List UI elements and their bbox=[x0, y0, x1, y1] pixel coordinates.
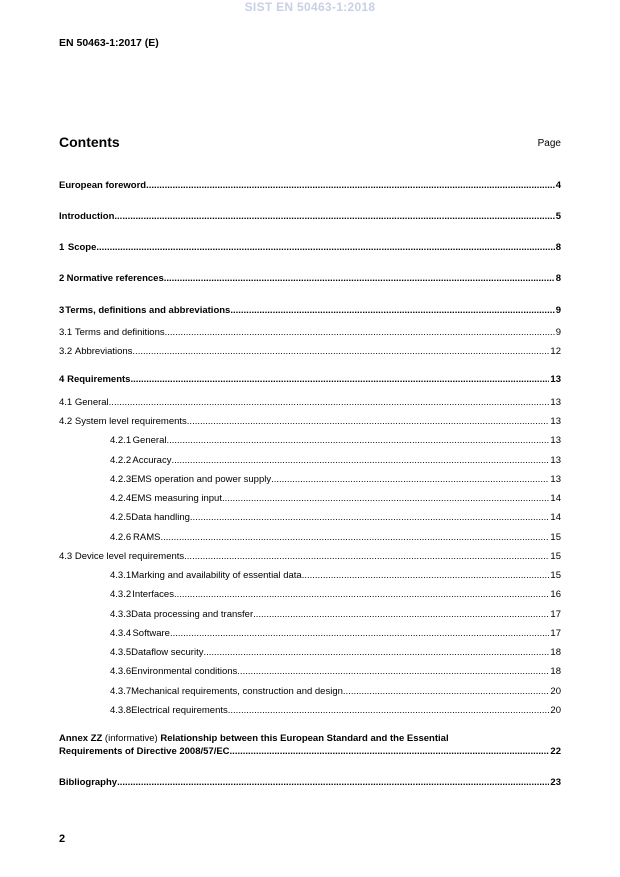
toc-title: EMS measuring input bbox=[131, 493, 222, 504]
toc-page: 13 bbox=[550, 374, 561, 385]
toc-entry-4-3-3[interactable] bbox=[110, 609, 561, 621]
toc-number: 4.3.4 bbox=[110, 628, 132, 639]
leader-dots bbox=[171, 455, 549, 467]
contents-heading: Contents bbox=[59, 134, 120, 150]
toc-title: Device level requirements bbox=[74, 551, 185, 562]
toc-entry-3-2[interactable] bbox=[59, 346, 561, 358]
leader-dots bbox=[109, 397, 550, 409]
toc-entry-4-3-7[interactable] bbox=[110, 686, 561, 698]
toc-entry-annex-zz[interactable] bbox=[59, 733, 561, 758]
toc-entry-introduction[interactable] bbox=[59, 211, 561, 223]
leader-dots bbox=[170, 628, 549, 640]
toc-number: 4.3 bbox=[59, 551, 73, 562]
toc-page: 18 bbox=[550, 647, 561, 658]
page-column-label: Page bbox=[537, 138, 561, 149]
toc-entry-terms-definitions[interactable] bbox=[59, 305, 561, 317]
toc-title: European foreword bbox=[59, 180, 147, 191]
toc-entry-4-2-6[interactable] bbox=[110, 532, 561, 544]
toc-title: Introduction bbox=[59, 211, 115, 222]
leader-dots bbox=[230, 746, 550, 759]
toc-entry-4-2-5[interactable] bbox=[110, 512, 561, 524]
toc-number: 4.1 bbox=[59, 397, 73, 408]
toc-page: 20 bbox=[550, 686, 561, 697]
leader-dots bbox=[96, 242, 554, 254]
toc-entry-4-3-1[interactable] bbox=[110, 570, 561, 582]
toc-page: 5 bbox=[555, 211, 561, 222]
toc-title: Electrical requirements bbox=[131, 705, 228, 716]
leader-dots bbox=[203, 647, 549, 659]
leader-dots bbox=[190, 512, 550, 524]
toc-number: 4.2.6 bbox=[110, 532, 132, 543]
toc-entry-bibliography[interactable] bbox=[59, 777, 561, 789]
toc-number: 4.2.1 bbox=[110, 435, 132, 446]
toc-entry-4-3-2[interactable] bbox=[110, 589, 561, 601]
annex-title-line-1: Relationship between this European Standard and the Essential bbox=[160, 733, 449, 744]
toc-page: 13 bbox=[550, 455, 561, 466]
toc-number: 2 bbox=[59, 273, 65, 284]
leader-dots bbox=[146, 180, 555, 192]
toc-page: 17 bbox=[550, 609, 561, 620]
toc-number: 3.2 bbox=[59, 346, 73, 357]
leader-dots bbox=[228, 705, 550, 717]
leader-dots bbox=[132, 346, 549, 358]
toc-number: 4.2.4 bbox=[110, 493, 132, 504]
toc-title: Data handling bbox=[131, 512, 190, 523]
toc-title: Environmental conditions bbox=[131, 666, 238, 677]
toc-number: 1 bbox=[59, 242, 65, 253]
toc-page: 17 bbox=[550, 628, 561, 639]
toc-number: 4.2.5 bbox=[110, 512, 132, 523]
toc-title: Terms, definitions and abbreviations bbox=[65, 305, 231, 316]
toc-number: 4.3.2 bbox=[110, 589, 132, 600]
toc-number: 4.2 bbox=[59, 416, 73, 427]
toc-page: 12 bbox=[550, 346, 561, 357]
toc-title: Terms and definitions bbox=[74, 327, 165, 338]
toc-page: 16 bbox=[550, 589, 561, 600]
toc-title: Normative references bbox=[66, 273, 164, 284]
toc-number: 3 bbox=[59, 305, 65, 316]
toc-title: Dataflow security bbox=[131, 647, 204, 658]
toc-entry-4-3-4[interactable] bbox=[110, 628, 561, 640]
toc-entry-4-2-2[interactable] bbox=[110, 455, 561, 467]
annex-qualifier: (informative) bbox=[104, 733, 158, 744]
leader-dots bbox=[164, 273, 555, 285]
toc-title: General bbox=[74, 397, 109, 408]
toc-title: EMS operation and power supply bbox=[131, 474, 272, 485]
toc-entry-4-2-4[interactable] bbox=[110, 493, 561, 505]
toc-title: Requirements bbox=[67, 374, 131, 385]
toc-number: 4.2.2 bbox=[110, 455, 132, 466]
toc-entry-4-3-8[interactable] bbox=[110, 705, 561, 717]
annex-title-line-2: Requirements of Directive 2008/57/EC bbox=[59, 745, 230, 757]
toc-title: Interfaces bbox=[132, 589, 174, 600]
toc-title: Software bbox=[132, 628, 170, 639]
toc-number: 4.3.3 bbox=[110, 609, 132, 620]
toc-page: 13 bbox=[550, 474, 561, 485]
toc-entry-4-3-6[interactable] bbox=[110, 666, 561, 678]
leader-dots bbox=[187, 416, 550, 428]
leader-dots bbox=[343, 686, 550, 698]
toc-page: 23 bbox=[550, 777, 561, 788]
toc-number: 4.3.5 bbox=[110, 647, 132, 658]
toc-page: 4 bbox=[555, 180, 561, 191]
toc-title: Bibliography bbox=[59, 777, 118, 788]
toc-entry-3-1[interactable] bbox=[59, 327, 561, 339]
toc-entry-european-foreword[interactable] bbox=[59, 180, 561, 192]
toc-page: 13 bbox=[550, 397, 561, 408]
leader-dots bbox=[271, 474, 549, 486]
leader-dots bbox=[302, 570, 550, 582]
toc-entry-scope[interactable] bbox=[59, 242, 561, 254]
toc-entry-requirements[interactable] bbox=[59, 374, 561, 386]
toc-page: 9 bbox=[555, 327, 561, 338]
toc-title: Scope bbox=[67, 242, 97, 253]
leader-dots bbox=[230, 305, 554, 317]
toc-number: 4.3.6 bbox=[110, 666, 132, 677]
leader-dots bbox=[117, 777, 549, 789]
watermark: SIST EN 50463-1:2018 bbox=[244, 0, 376, 14]
toc-page: 15 bbox=[550, 570, 561, 581]
toc-title: Marking and availability of essential data bbox=[131, 570, 302, 581]
toc-page: 20 bbox=[550, 705, 561, 716]
toc-entry-4-2[interactable] bbox=[59, 416, 561, 428]
leader-dots bbox=[174, 589, 549, 601]
toc-entry-4-3-5[interactable] bbox=[110, 647, 561, 659]
leader-dots bbox=[160, 532, 549, 544]
leader-dots bbox=[114, 211, 554, 223]
toc-entry-4-1[interactable] bbox=[59, 397, 561, 409]
annex-label: Annex ZZ bbox=[59, 733, 103, 744]
toc-title: Accuracy bbox=[132, 455, 172, 466]
toc-title: RAMS bbox=[133, 532, 161, 543]
toc-number: 4.3.1 bbox=[110, 570, 132, 581]
toc-title: Abbreviations bbox=[74, 346, 133, 357]
document-id: EN 50463-1:2017 (E) bbox=[59, 37, 159, 49]
leader-dots bbox=[166, 435, 549, 447]
toc-number: 4.2.3 bbox=[110, 474, 132, 485]
toc-title: Mechanical requirements, construction and design bbox=[131, 686, 343, 697]
toc-page: 15 bbox=[550, 532, 561, 543]
page-number: 2 bbox=[59, 833, 66, 845]
toc-title: Data processing and transfer bbox=[131, 609, 254, 620]
toc-title: General bbox=[132, 435, 167, 446]
toc-page: 14 bbox=[550, 493, 561, 504]
toc-page: 8 bbox=[555, 273, 561, 284]
annex-line-1 bbox=[59, 733, 561, 746]
annex-line-2 bbox=[59, 746, 561, 759]
toc-entry-4-2-1[interactable] bbox=[110, 435, 561, 447]
leader-dots bbox=[165, 327, 555, 339]
toc-number: 4.3.7 bbox=[110, 686, 132, 697]
leader-dots bbox=[253, 609, 549, 621]
toc-page: 14 bbox=[550, 512, 561, 523]
toc-entry-normative-references[interactable] bbox=[59, 273, 561, 285]
toc-page: 13 bbox=[550, 435, 561, 446]
toc-entry-4-3[interactable] bbox=[59, 551, 561, 563]
toc-page: 13 bbox=[550, 416, 561, 427]
toc-number: 4 bbox=[59, 374, 65, 385]
leader-dots bbox=[222, 493, 549, 505]
toc-page: 22 bbox=[550, 745, 561, 757]
toc-number: 3.1 bbox=[59, 327, 73, 338]
leader-dots bbox=[184, 551, 549, 563]
toc-page: 8 bbox=[555, 242, 561, 253]
leader-dots bbox=[130, 374, 549, 386]
toc-page: 18 bbox=[550, 666, 561, 677]
toc-page: 15 bbox=[550, 551, 561, 562]
toc-title: System level requirements bbox=[74, 416, 187, 427]
toc-entry-4-2-3[interactable] bbox=[110, 474, 561, 486]
toc-page: 9 bbox=[555, 305, 561, 316]
toc-number: 4.3.8 bbox=[110, 705, 132, 716]
leader-dots bbox=[237, 666, 549, 678]
